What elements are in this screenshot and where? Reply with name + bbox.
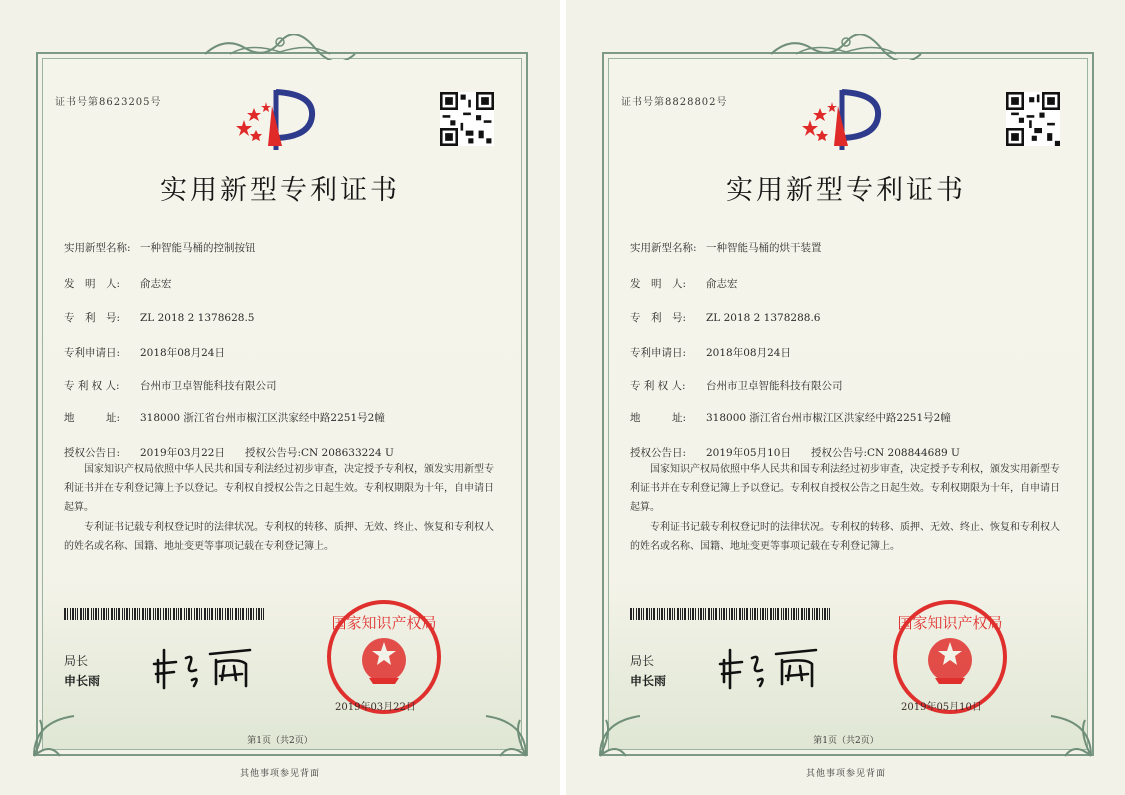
certificate-title: 实用新型专利证书	[726, 175, 966, 206]
field-name: 实用新型名称: 一种智能马桶的烘干装置	[630, 242, 822, 254]
field-grant: 授权公告日: 2019年05月10日 授权公告号:CN 208844689 U	[630, 447, 960, 459]
barcode	[64, 608, 264, 620]
page-number: 第1页（共2页）	[813, 736, 879, 746]
certificate-paragraph: 专利证书记载专利权登记时的法律状况。专利权的转移、质押、无效、终止、恢复和专利权人的姓名或名称、国籍、地址变更等事项记载在专利登记簿上。	[630, 522, 1060, 552]
barcode	[630, 608, 830, 620]
field-name: 实用新型名称: 一种智能马桶的控制按钮	[64, 242, 256, 254]
certificate-left	[0, 0, 560, 795]
certificate-paragraph: 国家知识产权局依照中华人民共和国专利法经过初步审查，决定授予专利权，颁发实用新型专利证书并在专利登记簿上予以登记。专利权自授权公告之日起生效。专利权期限为十年，自申请日起算。	[64, 464, 494, 513]
ornament-top	[200, 34, 360, 60]
field-inventor: 发 明 人: 俞志宏	[64, 278, 172, 290]
certificate-paragraph: 专利证书记载专利权登记时的法律状况。专利权的转移、质押、无效、终止、恢复和专利权人的姓名或名称、国籍、地址变更等事项记载在专利登记簿上。	[64, 522, 494, 552]
director-signature	[150, 640, 280, 692]
certificate-frame	[602, 52, 1094, 756]
certificate-frame	[36, 52, 528, 756]
seal-date: 2019年03月22日	[335, 702, 416, 713]
field-inventor: 发 明 人: 俞志宏	[630, 278, 738, 290]
field-address: 地 址: 318000 浙江省台州市椒江区洪家经中路2251号2幢	[64, 412, 385, 424]
director-title: 局长	[630, 654, 655, 668]
seal-text: 国家知识产权局	[897, 614, 1003, 632]
seal-date: 2019年05月10日	[901, 702, 982, 713]
certificate-right	[566, 0, 1125, 795]
field-patentee: 专 利 权 人: 台州市卫卓智能科技有限公司	[630, 380, 843, 392]
director-name: 申长雨	[630, 674, 667, 688]
field-patent-no: 专 利 号: ZL 2018 2 1378288.6	[630, 312, 821, 324]
director-name: 申长雨	[64, 674, 101, 688]
field-patent-no: 专 利 号: ZL 2018 2 1378628.5	[64, 312, 255, 324]
footer-note: 其他事项参见背面	[239, 769, 320, 779]
field-address: 地 址: 318000 浙江省台州市椒江区洪家经中路2251号2幢	[630, 412, 951, 424]
ornament-top	[766, 34, 926, 60]
certificate-number: 证书号第8623205号	[55, 97, 162, 108]
footer-note: 其他事项参见背面	[805, 769, 886, 779]
page-number: 第1页（共2页）	[247, 736, 313, 746]
field-patentee: 专 利 权 人: 台州市卫卓智能科技有限公司	[64, 380, 277, 392]
director-title: 局长	[64, 654, 89, 668]
field-filing-date: 专利申请日: 2018年08月24日	[64, 347, 225, 359]
certificate-number: 证书号第8828802号	[621, 97, 728, 108]
patent-office-logo	[232, 86, 324, 152]
patent-office-logo	[798, 86, 890, 152]
director-signature	[716, 640, 846, 692]
certificate-paragraph: 国家知识产权局依照中华人民共和国专利法经过初步审查，决定授予专利权，颁发实用新型专利证书并在专利登记簿上予以登记。专利权自授权公告之日起生效。专利权期限为十年，自申请日起算。	[630, 464, 1060, 513]
field-grant: 授权公告日: 2019年03月22日 授权公告号:CN 208633224 U	[64, 447, 394, 459]
certificate-title: 实用新型专利证书	[160, 175, 400, 206]
qr-code	[1006, 92, 1060, 146]
field-filing-date: 专利申请日: 2018年08月24日	[630, 347, 791, 359]
seal-text: 国家知识产权局	[331, 614, 437, 632]
qr-code	[440, 92, 494, 146]
